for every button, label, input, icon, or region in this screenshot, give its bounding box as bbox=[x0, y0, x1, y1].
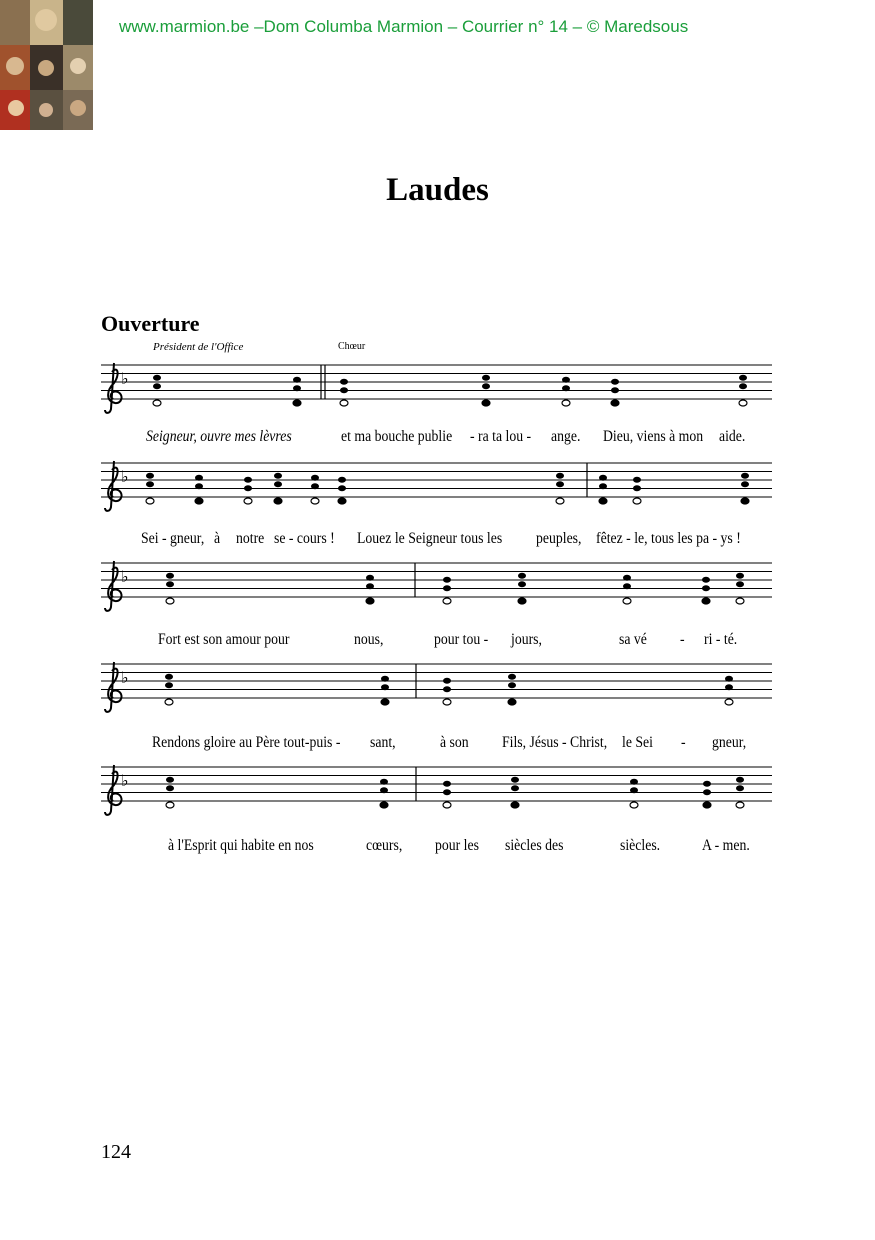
page-number: 124 bbox=[101, 1141, 131, 1163]
treble-clef-icon bbox=[105, 363, 122, 413]
treble-clef-icon bbox=[105, 765, 122, 815]
note-chord bbox=[633, 477, 641, 504]
lyric: A - men. bbox=[702, 837, 750, 854]
lyric: jours, bbox=[511, 631, 542, 648]
lyric: se - cours ! bbox=[274, 530, 335, 547]
staff-system bbox=[101, 765, 772, 815]
flat-icon: ♭ bbox=[121, 369, 129, 388]
treble-clef-icon bbox=[105, 561, 122, 611]
lyric: siècles. bbox=[620, 837, 661, 854]
staff-system bbox=[101, 363, 772, 413]
site-header: www.marmion.be –Dom Columba Marmion – Courrier n° 14 – © Maredsous bbox=[119, 17, 689, 36]
lyric: le Sei bbox=[622, 734, 653, 751]
treble-clef-icon bbox=[105, 461, 122, 511]
section-title: Ouverture bbox=[101, 311, 200, 336]
note-chord bbox=[630, 779, 638, 808]
note-chord bbox=[293, 377, 301, 406]
lyric: aide. bbox=[719, 428, 746, 445]
note-chord bbox=[338, 477, 346, 504]
note-chord bbox=[443, 781, 451, 808]
lyric: ange. bbox=[551, 428, 581, 445]
lyric: siècles des bbox=[505, 837, 564, 854]
lyric: à son bbox=[440, 734, 469, 751]
page-title: Laudes bbox=[386, 172, 489, 208]
lyric: sant, bbox=[370, 734, 396, 751]
staff-system bbox=[101, 662, 772, 712]
note-chord bbox=[340, 379, 348, 406]
note-chord bbox=[702, 577, 710, 604]
lyric: fêtez - le, tous les pa - ys ! bbox=[596, 530, 741, 547]
role-president-label: Président de l'Office bbox=[153, 341, 244, 353]
note-chord bbox=[244, 477, 252, 504]
note-chord bbox=[443, 678, 451, 705]
lyric: peuples, bbox=[536, 530, 582, 547]
flat-icon: ♭ bbox=[121, 567, 129, 586]
note-chord bbox=[380, 779, 388, 808]
staff-system bbox=[101, 461, 772, 511]
lyric: ri - té. bbox=[704, 631, 738, 648]
lyric: gneur, bbox=[712, 734, 747, 751]
lyric: - bbox=[681, 734, 686, 751]
note-chord bbox=[703, 781, 711, 808]
flat-icon: ♭ bbox=[121, 467, 129, 486]
lyric: Sei - gneur, bbox=[141, 530, 205, 547]
role-choir-label: Chœur bbox=[338, 341, 366, 352]
lyric: Rendons gloire au Père tout-puis - bbox=[152, 734, 341, 751]
lyric: notre bbox=[236, 530, 265, 547]
flat-icon: ♭ bbox=[121, 771, 129, 790]
note-chord bbox=[311, 475, 319, 504]
lyric: Fils, Jésus - Christ, bbox=[502, 734, 608, 751]
lyric: nous, bbox=[354, 631, 384, 648]
lyric: et ma bouche publie bbox=[341, 428, 453, 445]
treble-clef-icon bbox=[105, 662, 122, 712]
flat-icon: ♭ bbox=[121, 668, 129, 687]
note-chord bbox=[599, 475, 607, 504]
lyric: Seigneur, ouvre mes lèvres bbox=[146, 428, 292, 445]
lyric: Dieu, viens à mon bbox=[603, 428, 704, 445]
lyric: pour tou - bbox=[434, 631, 489, 648]
note-chord bbox=[623, 575, 631, 604]
note-chord bbox=[366, 575, 374, 604]
lyric: pour les bbox=[435, 837, 479, 854]
lyric: Fort est son amour pour bbox=[158, 631, 290, 648]
lyric: cœurs, bbox=[366, 837, 403, 854]
lyric: à l'Esprit qui habite en nos bbox=[168, 837, 314, 854]
lyric: sa vé bbox=[619, 631, 647, 648]
note-chord bbox=[381, 676, 389, 705]
staff-system bbox=[101, 561, 772, 611]
note-chord bbox=[562, 377, 570, 406]
note-chord bbox=[611, 379, 619, 406]
lyric: - bbox=[680, 631, 685, 648]
note-chord bbox=[725, 676, 733, 705]
note-chord bbox=[443, 577, 451, 604]
note-chord bbox=[195, 475, 203, 504]
lyric: Louez le Seigneur tous les bbox=[357, 530, 503, 547]
lyric: - ra ta lou - bbox=[470, 428, 532, 445]
lyric: à bbox=[214, 530, 221, 547]
